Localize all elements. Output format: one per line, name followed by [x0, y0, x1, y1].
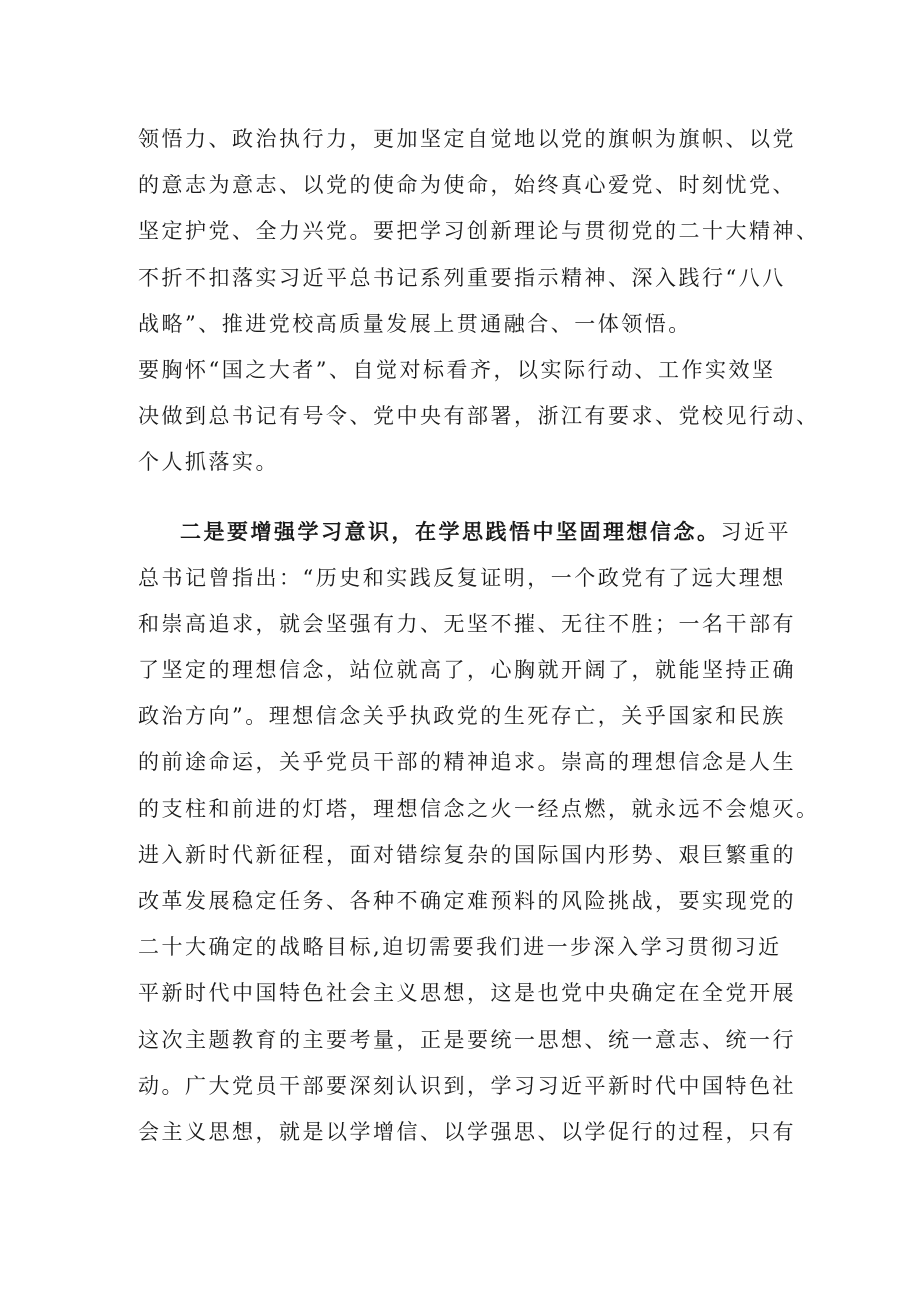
text-line: 的前途命运，关乎党员干部的精神追求。崇高的理想信念是人生 — [138, 750, 796, 775]
text-line: 政治方向”。理想信念关乎执政党的生死存亡，关乎国家和民族 — [138, 704, 786, 729]
text-line: 不折不扣落实习近平总书记系列重要指示精神、深入践行“八八 — [138, 265, 786, 290]
text-line: 和崇高追求，就会坚强有力、无坚不摧、无往不胜；一名干部有 — [138, 611, 796, 636]
section-heading: 二是要增强学习意识，在学思践悟中坚固理想信念。 — [180, 519, 721, 544]
text-line: 了坚定的理想信念，站位就高了，心胸就开阔了，就能坚持正确 — [138, 658, 796, 683]
text-line: 的支柱和前进的灯塔，理想信念之火一经点燃，就永远不会熄灭。 — [138, 796, 820, 821]
text-line: 这次主题教育的主要考量，正是要统一思想、统一意志、统一行 — [138, 1027, 796, 1052]
text-line: 领悟力、政治执行力，更加坚定自觉地以党的旗帜为旗帜、以党 — [138, 127, 796, 151]
text-line: 要胸怀“国之大者”、自觉对标看齐，以实际行动、工作实效坚 — [138, 357, 776, 382]
document-body — [138, 116, 820, 1155]
text-line: 进入新时代新征程，面对错综复杂的国际国内形势、艰巨繁重的 — [138, 842, 796, 867]
text-line: 二十大确定的战略目标,迫切需要我们进一步深入学习贯彻习近 — [138, 935, 782, 960]
text-line: 改革发展稳定任务、各种不确定难预料的风险挑战，要实现党的 — [138, 889, 796, 913]
text-line: 动。广大党员干部要深刻认识到，学习习近平新时代中国特色社 — [138, 1073, 796, 1098]
text-line: 的意志为意志、以党的使命为使命，始终真心爱党、时刻忧党、 — [138, 173, 796, 198]
text-line: 战略”、推进党校高质量发展上贯通融合、一体领悟。 — [138, 311, 692, 336]
text-line: 坚定护党、全力兴党。要把学习创新理论与贯彻党的二十大精神、 — [138, 219, 820, 244]
text-line: 平新时代中国特色社会主义思想，这是也党中央确定在全党开展 — [138, 981, 796, 1006]
text-line: 决做到总书记有号令、党中央有部署，浙江有要求、党校见行动、 — [138, 404, 820, 429]
text-line: 个人抓落实。 — [138, 450, 279, 475]
section-heading-line — [138, 509, 810, 555]
paragraph-spacer — [138, 486, 810, 509]
text-line: 会主义思想，就是以学增信、以学强思、以学促行的过程，只有 — [138, 1119, 796, 1144]
section-heading-tail: 习近平 — [720, 519, 791, 544]
text-line: 总书记曾指出：“历史和实践反复证明，一个政党有了远大理想 — [138, 565, 786, 590]
